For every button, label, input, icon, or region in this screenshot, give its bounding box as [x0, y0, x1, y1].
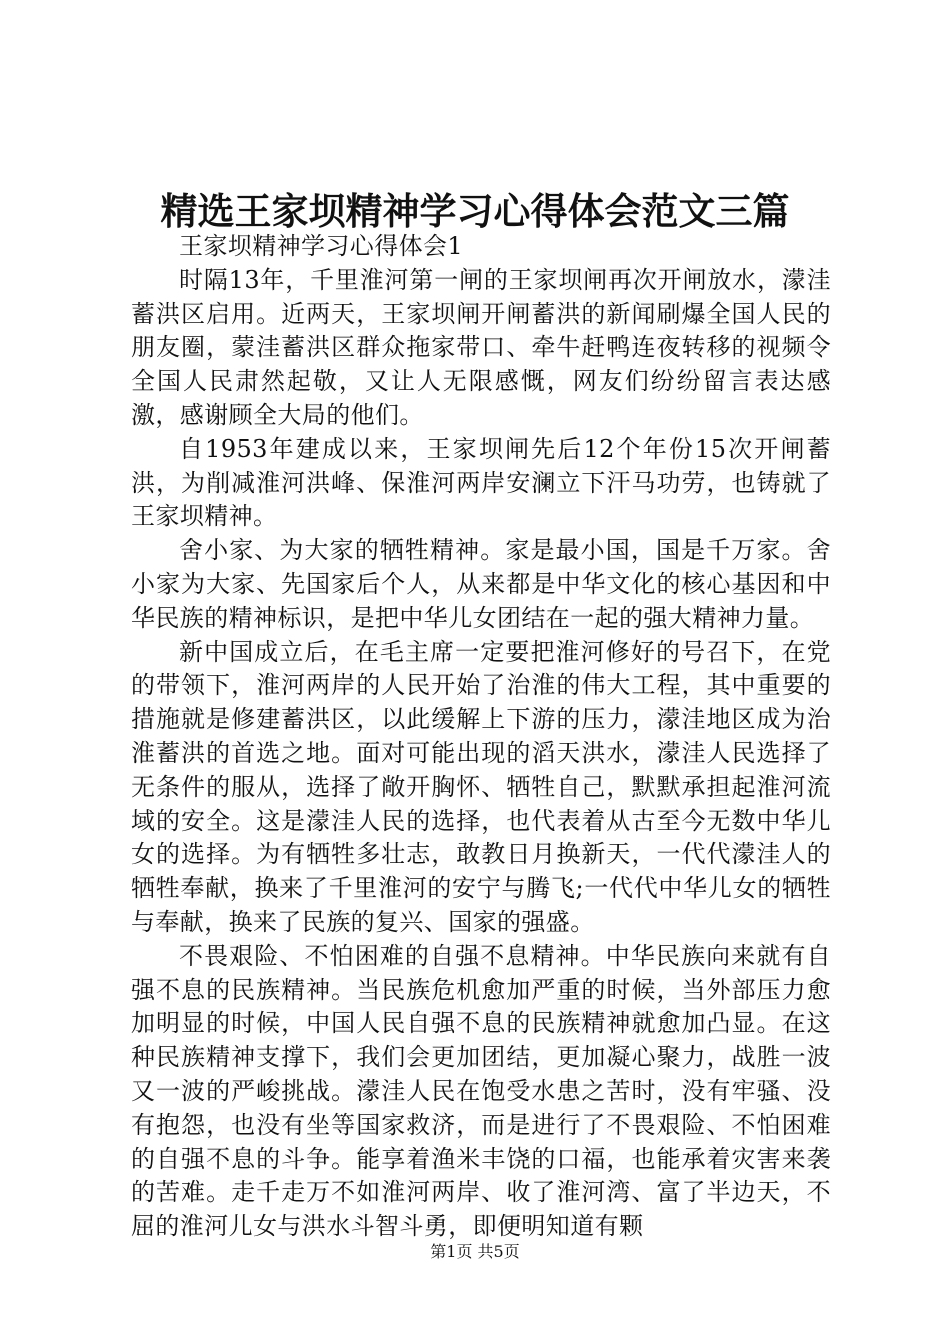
paragraph: 新中国成立后，在毛主席一定要把淮河修好的号召下，在党的带领下，淮河两岸的人民开始了治淮的伟大工程，其中重要的措施就是修建蓄洪区，以此缓解上下游的压力，濛洼地区成为治淮蓄洪的首选之地。面对可能出现的滔天洪水，濛洼人民选择了无条件的服从，选择了敞开胸怀、牺牲自己，默默承担起淮河流域的安全。这是濛洼人民的选择，也代表着从古至今无数中华儿女的选择。为有牺牲多壮志，敢教日月换新天，一代代濛洼人的牺牲奉献，换来了千里淮河的安宁与腾飞;一代代中华儿女的牺牲与奉献，换来了民族的复兴、国家的强盛。 [131, 637, 831, 936]
page-title: 精选王家坝精神学习心得体会范文三篇 [160, 189, 790, 233]
page-footer: 第1页 共5页 [430, 1242, 520, 1261]
paragraph: 舍小家、为大家的牺牲精神。家是最小国，国是千万家。舍小家为大家、先国家后个人，从来都是中华文化的核心基因和中华民族的精神标识，是把中华儿女团结在一起的强大精神力量。 [131, 536, 831, 632]
paragraph: 不畏艰险、不怕困难的自强不息精神。中华民族向来就有自强不息的民族精神。当民族危机愈加严重的时候，当外部压力愈加明显的时候，中国人民自强不息的民族精神就愈加凸显。在这种民族精神支撑下，我们会更加团结，更加凝心聚力，战胜一波又一波的严峻挑战。濛洼人民在饱受水患之苦时，没有牢骚、没有抱怨，也没有坐等国家救济，而是进行了不畏艰险、不怕困难的自强不息的斗争。能享着渔米丰饶的口福，也能承着灾害来袭的苦难。走千走万不如淮河两岸、收了淮河湾、富了半边天，不屈的淮河儿女与洪水斗智斗勇，即便明知道有颗 [131, 941, 831, 1241]
paragraph: 时隔13年，千里淮河第一闸的王家坝闸再次开闸放水，濛洼蓄洪区启用。近两天，王家坝闸开闸蓄洪的新闻刷爆全国人民的朋友圈，蒙洼蓄洪区群众拖家带口、牵牛赶鸭连夜转移的视频令全国人民肃然起敬，又让人无限感慨，网友们纷纷留言表达感激，感谢顾全大局的他们。 [131, 265, 831, 429]
document-body [131, 230, 831, 1244]
paragraph: 自1953年建成以来，王家坝闸先后12个年份15次开闸蓄洪，为削减淮河洪峰、保淮河两岸安澜立下汗马功劳，也铸就了王家坝精神。 [131, 434, 831, 531]
section-heading: 王家坝精神学习心得体会1 [179, 232, 464, 260]
